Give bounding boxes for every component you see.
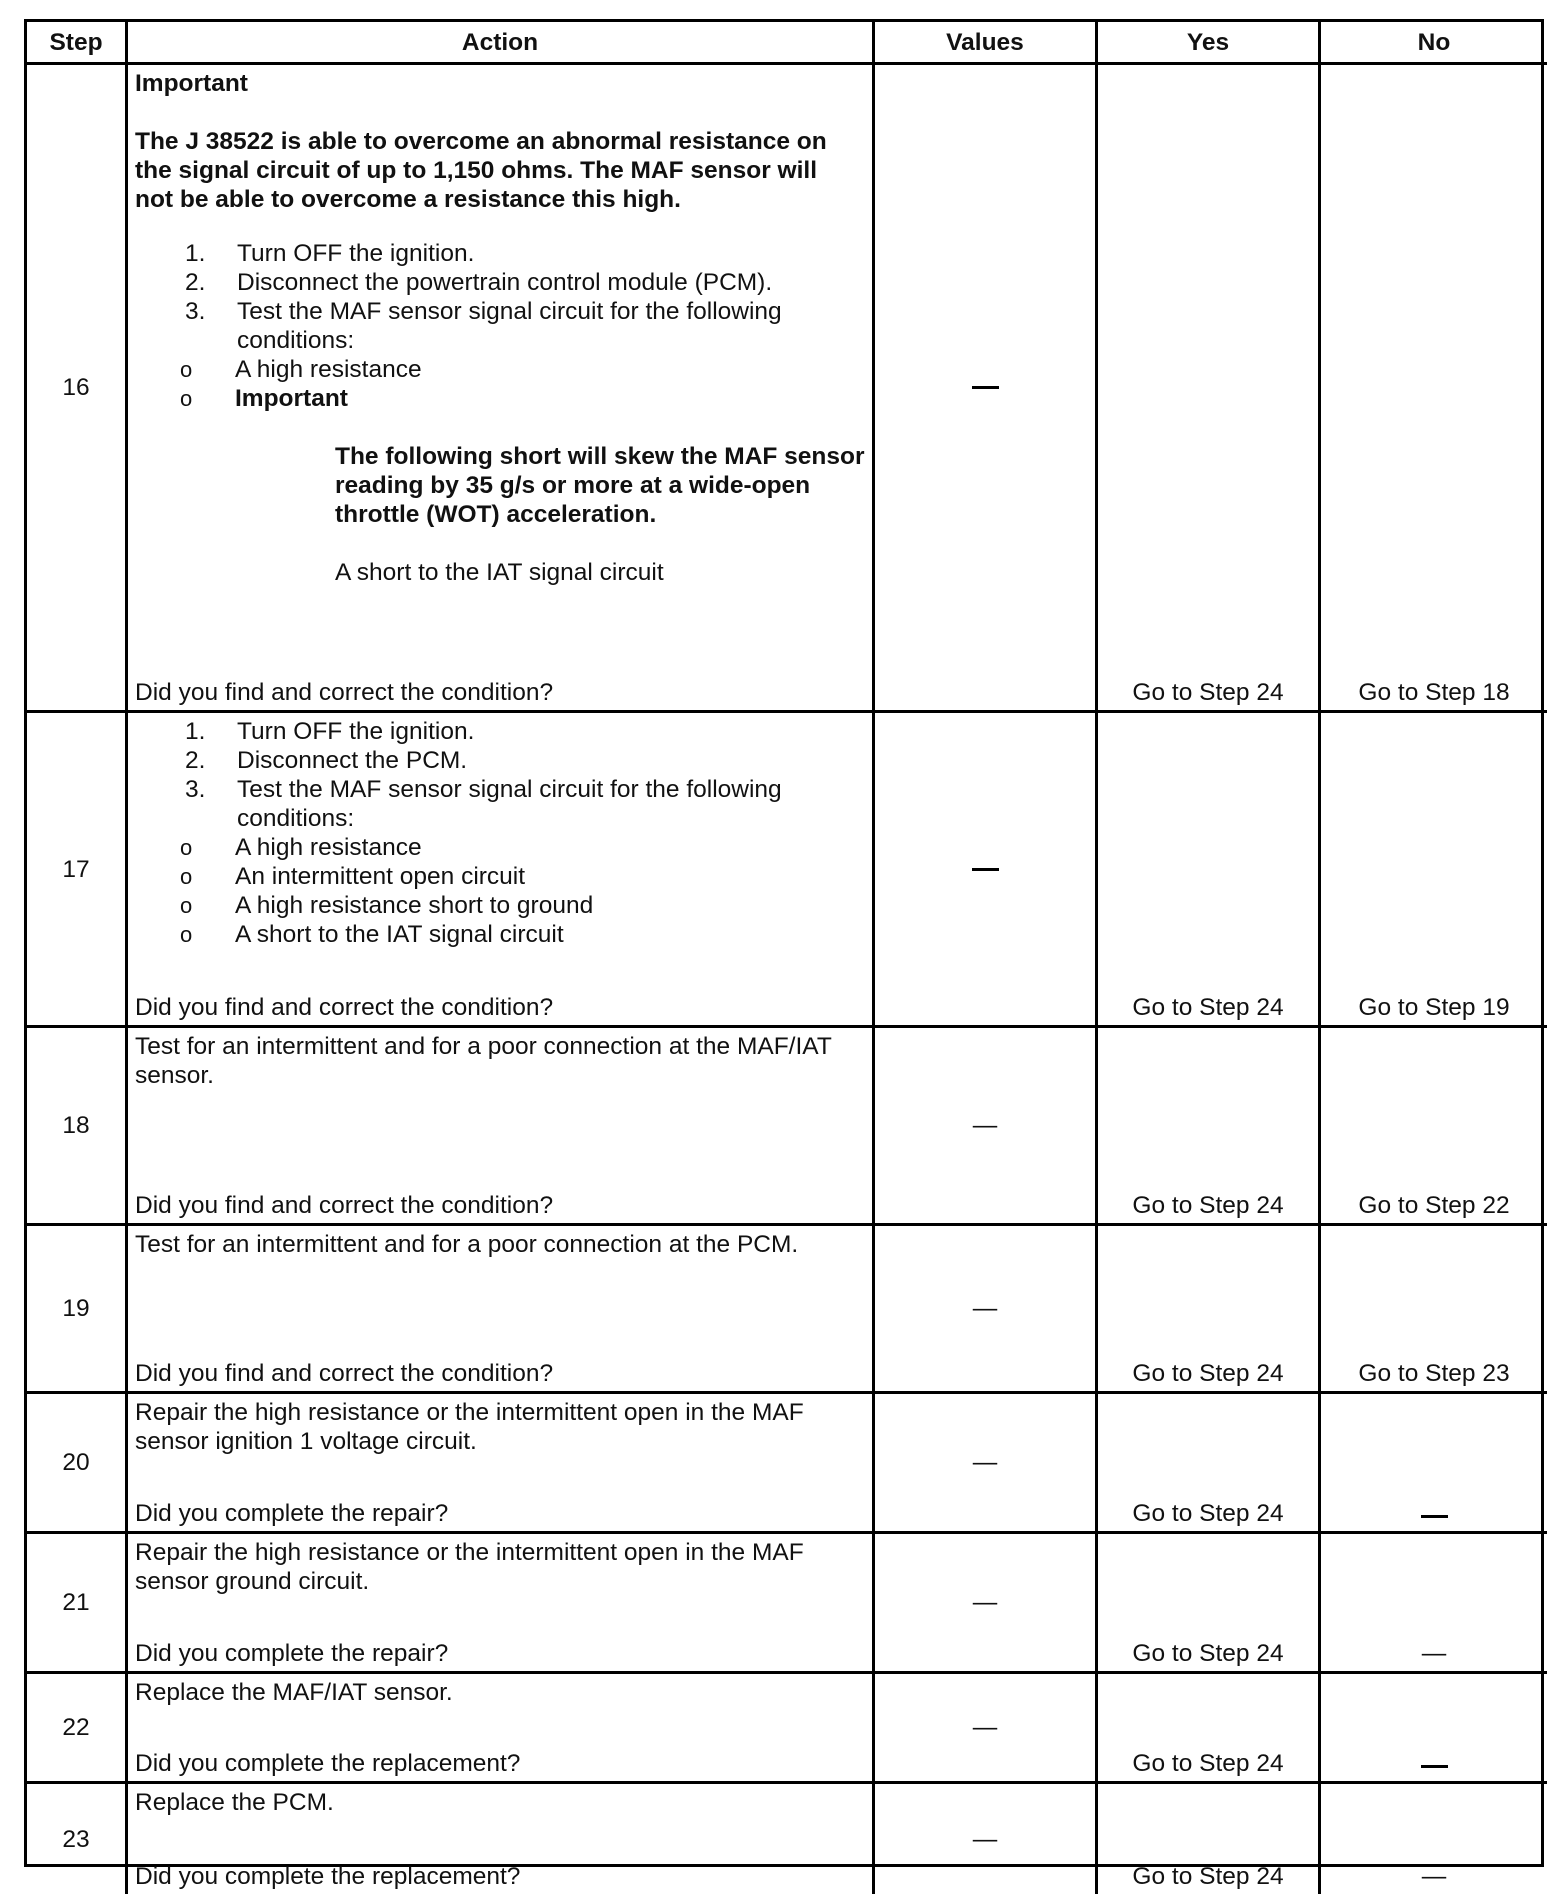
important-text: The J 38522 is able to overcome an abnormal resistance on the signal circuit of up to 1,150 ohms. The MAF sensor will not be able to overcome a resistance this high.: [135, 128, 827, 213]
list-item: o Important: [180, 385, 348, 412]
list-item: 3. Test the MAF sensor signal circuit for the following conditions:: [185, 776, 782, 832]
action-cell: [128, 1226, 875, 1394]
action-cell: [128, 1394, 875, 1534]
yes-cell: Go to Step 24: [1098, 1534, 1321, 1674]
values-cell: —: [875, 1226, 1098, 1394]
yes-cell: Go to Step 24: [1098, 1394, 1321, 1534]
action-cell: [128, 1784, 875, 1894]
no-cell: Go to Step 23: [1321, 1226, 1547, 1394]
step-number: 21: [27, 1534, 128, 1674]
step-list: [135, 239, 866, 355]
action-text: Replace the PCM.: [135, 1789, 334, 1816]
yes-cell: Go to Step 24: [1098, 1674, 1321, 1784]
no-cell: Go to Step 18: [1321, 65, 1547, 713]
condition-list: [135, 355, 866, 413]
yes-cell: Go to Step 24: [1098, 1784, 1321, 1894]
list-item: 2. Disconnect the PCM.: [185, 747, 468, 774]
action-cell: [128, 65, 875, 713]
values-cell: —: [875, 1784, 1098, 1894]
action-text: Test for an intermittent and for a poor connection at the PCM.: [135, 1231, 799, 1258]
list-item: o A high resistance: [180, 356, 422, 383]
values-cell: [875, 713, 1098, 1028]
action-text: Replace the MAF/IAT sensor.: [135, 1679, 453, 1706]
important-title: Important: [135, 70, 248, 97]
list-item: 1. Turn OFF the ignition.: [185, 718, 475, 745]
step-number: 16: [27, 65, 128, 713]
question-text: Did you find and correct the condition?: [135, 1192, 554, 1219]
list-item: 1. Turn OFF the ignition.: [185, 240, 475, 267]
header-values: Values: [875, 22, 1098, 65]
values-cell: [875, 65, 1098, 713]
list-item: o A short to the IAT signal circuit: [180, 921, 564, 948]
no-cell: —: [1321, 1534, 1547, 1674]
action-text: Test for an intermittent and for a poor connection at the MAF/IAT sensor.: [135, 1033, 832, 1089]
question-text: Did you complete the replacement?: [135, 1863, 521, 1890]
question-text: Did you complete the repair?: [135, 1500, 449, 1527]
no-cell: [1321, 1394, 1547, 1534]
no-cell: Go to Step 19: [1321, 713, 1547, 1028]
step-number: 23: [27, 1784, 128, 1894]
values-cell: —: [875, 1028, 1098, 1226]
yes-cell: Go to Step 24: [1098, 1226, 1321, 1394]
dash-mark: [1421, 1765, 1448, 1768]
dash-mark: [1421, 1515, 1448, 1518]
sub-tail-text: A short to the IAT signal circuit: [335, 559, 664, 586]
dash-mark: [972, 386, 999, 389]
header-yes: Yes: [1098, 22, 1321, 65]
list-item: o An intermittent open circuit: [180, 863, 526, 890]
question-text: Did you find and correct the condition?: [135, 994, 554, 1021]
action-text: Repair the high resistance or the intermittent open in the MAF sensor ground circuit.: [135, 1539, 804, 1595]
list-item: 2. Disconnect the powertrain control module (PCM).: [185, 269, 773, 296]
dash-mark: [972, 868, 999, 871]
step-number: 18: [27, 1028, 128, 1226]
action-cell: [128, 713, 875, 1028]
question-text: Did you complete the replacement?: [135, 1750, 521, 1777]
action-cell: [128, 1028, 875, 1226]
values-cell: —: [875, 1534, 1098, 1674]
step-list: [135, 717, 866, 833]
no-cell: [1321, 1674, 1547, 1784]
sub-important-text: The following short will skew the MAF sensor reading by 35 g/s or more at a wide-open throttle (WOT) acceleration.: [335, 443, 865, 528]
yes-cell: Go to Step 24: [1098, 1028, 1321, 1226]
values-cell: —: [875, 1674, 1098, 1784]
list-item: o A high resistance short to ground: [180, 892, 594, 919]
condition-list: [135, 833, 866, 949]
no-cell: Go to Step 22: [1321, 1028, 1547, 1226]
header-no: No: [1321, 22, 1547, 65]
action-cell: [128, 1534, 875, 1674]
question-text: Did you complete the repair?: [135, 1640, 449, 1667]
header-step: Step: [27, 22, 128, 65]
question-text: Did you find and correct the condition?: [135, 679, 554, 706]
no-cell: —: [1421, 1863, 1447, 1890]
yes-cell: Go to Step 24: [1098, 65, 1321, 713]
question-text: Did you find and correct the condition?: [135, 1360, 554, 1387]
list-item: o A high resistance: [180, 834, 422, 861]
list-item: 3. Test the MAF sensor signal circuit for the following conditions:: [185, 298, 782, 354]
action-text: Repair the high resistance or the intermittent open in the MAF sensor ignition 1 voltage circuit.: [135, 1399, 804, 1455]
diagnostic-table: [24, 19, 1544, 1890]
step-number: 19: [27, 1226, 128, 1394]
step-number: 17: [27, 713, 128, 1028]
step-number: 22: [27, 1674, 128, 1784]
header-action: Action: [128, 22, 875, 65]
yes-cell: Go to Step 24: [1098, 713, 1321, 1028]
action-cell: [128, 1674, 875, 1784]
step-number: 20: [27, 1394, 128, 1534]
values-cell: —: [875, 1394, 1098, 1534]
